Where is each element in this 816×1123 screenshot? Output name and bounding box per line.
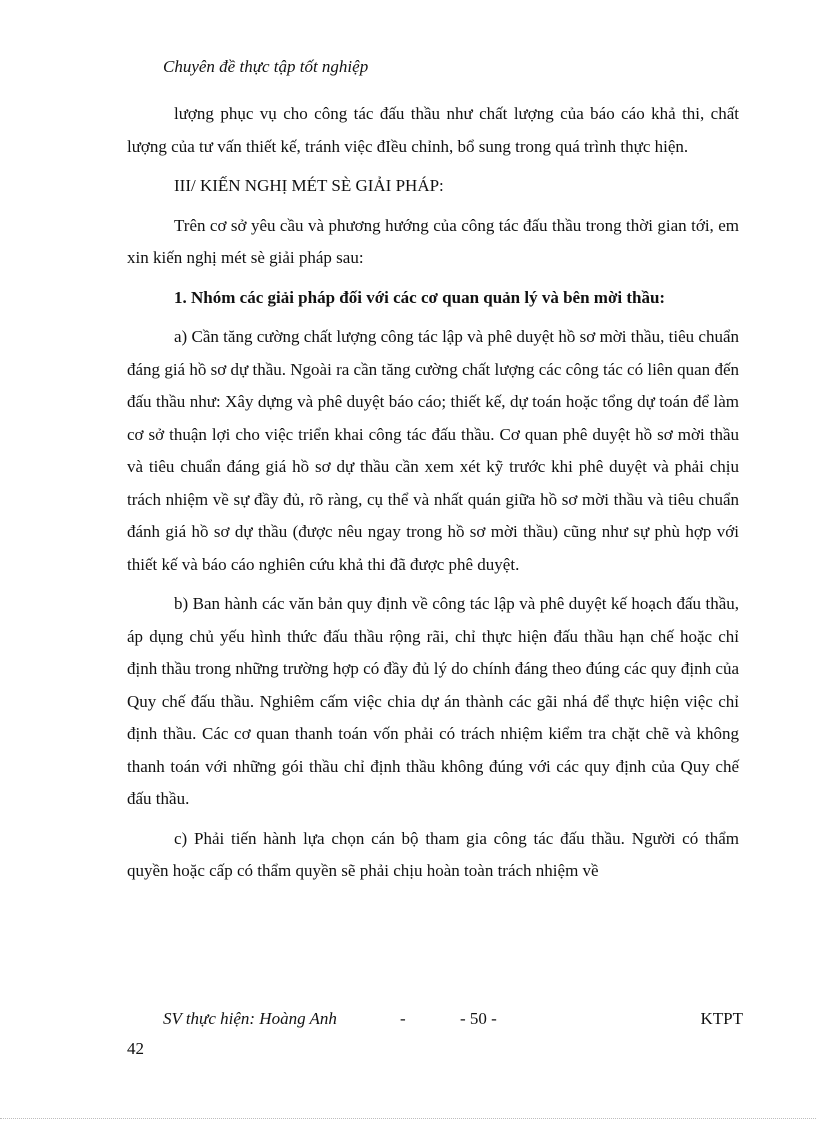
section-heading: III/ KIẾN NGHỊ MÉT SÈ GIẢI PHÁP:	[174, 176, 444, 195]
paragraph-intro: Trên cơ sở yêu cầu và phương hướng của công tác đấu thầu trong thời gian tới, em xin kiến nghị mét sè giải pháp sau:	[127, 215, 739, 267]
paragraph-c: c) Phải tiến hành lựa chọn cán bộ tham gia công tác đấu thầu. Người có thẩm quyền hoặc cấp có thẩm quyền sẽ phải chịu hoàn toàn trách nhiệm về	[127, 828, 739, 880]
paragraph-a: a) Cần tăng cường chất lượng công tác lập và phê duyệt hồ sơ mời thầu, tiêu chuẩn đáng giá hồ sơ dự thầu. Ngoài ra cần tăng cường chất lượng các công tác có liên quan đến đấu thầu như: Xây dựng và phê duyệt báo cáo; thiết kế, dự toán hoặc tổng dự toán để làm cơ sở thuận lợi cho việc triển khai công tác đấu thầu. Cơ quan phê duyệt hồ sơ mời thầu và tiêu chuẩn đáng giá hồ sơ dự thầu cần xem xét kỹ trước khi phê duyệt và phải chịu trách nhiệm về sự đầy đủ, rõ ràng, cụ thể và nhất quán giữa hồ sơ mời thầu và tiêu chuẩn đánh giá hồ sơ dự thầu (được nêu ngay trong hồ sơ mời thầu) cũng như sự phù hợp với thiết kế và báo cáo nghiên cứu khả thi đã được phê duyệt.	[127, 327, 739, 574]
subsection-heading: 1. Nhóm các giải pháp đối với các cơ quan quản lý và bên mời thầu:	[174, 287, 666, 307]
footer-separator: -	[400, 1009, 406, 1028]
paragraph-continuation: lượng phục vụ cho công tác đấu thầu như chất lượng của báo cáo khả thi, chất lượng của tư vấn thiết kế, tránh việc đIều chỉnh, bổ sung trong quá trình thực hiện.	[127, 104, 739, 156]
running-header: Chuyên đề thực tập tốt nghiệp	[163, 57, 369, 76]
page-number: - 50 -	[460, 1009, 497, 1028]
page-count: 42	[127, 1039, 144, 1058]
footer-department: KTPT	[700, 1009, 743, 1028]
footer-author: SV thực hiện: Hoàng Anh	[163, 1009, 337, 1028]
body-text	[127, 98, 739, 895]
page-bottom-border	[0, 1118, 816, 1119]
paragraph-b: b) Ban hành các văn bản quy định về công tác lập và phê duyệt kế hoạch đấu thầu, áp dụng chủ yếu hình thức đấu thầu rộng rãi, chỉ thực hiện đấu thầu hạn chế hoặc chỉ định thầu trong những trường hợp có đầy đủ lý do chính đáng theo đúng các quy định của Quy chế đấu thầu. Nghiêm cấm việc chia dự án thành các gãi nhá để thực hiện việc chỉ định thầu. Các cơ quan thanh toán vốn phải có trách nhiệm kiểm tra chặt chẽ và không thanh toán với những gói thầu chỉ định thầu không đúng với các quy định của Quy chế đấu thầu.	[127, 594, 739, 808]
